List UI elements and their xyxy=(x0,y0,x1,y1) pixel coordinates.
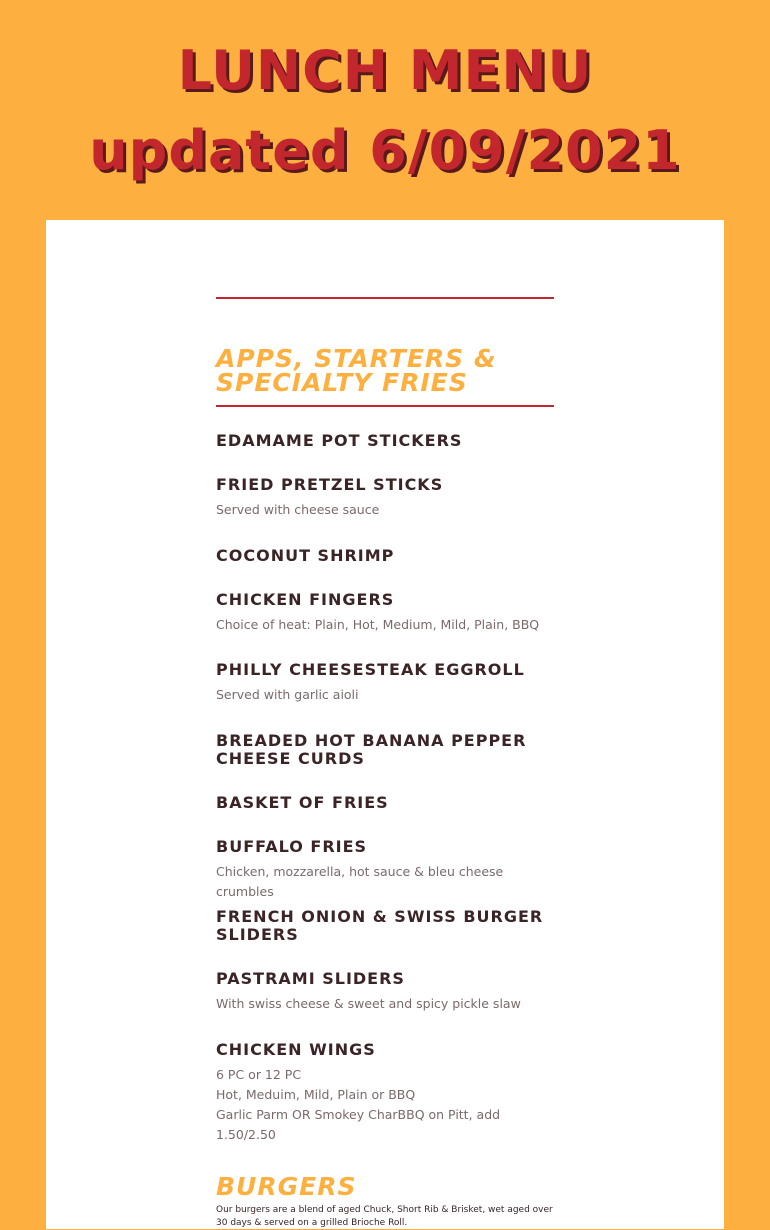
section-divider xyxy=(216,405,554,407)
item-name: BUFFALO FRIES xyxy=(216,837,368,856)
item-description: Served with cheese sauce xyxy=(216,502,380,517)
menu-item xyxy=(216,908,554,944)
item-name: BREADED HOT BANANA PEPPER CHEESE CURDS xyxy=(216,731,527,768)
item-name: BASKET OF FRIES xyxy=(216,793,389,812)
menu-card xyxy=(46,220,724,1229)
item-name: COCONUT SHRIMP xyxy=(216,546,395,565)
item-description: With swiss cheese & sweet and spicy pickle slaw xyxy=(216,996,521,1011)
menu-item xyxy=(216,661,554,705)
menu-item xyxy=(216,1041,554,1145)
item-name: CHICKEN WINGS xyxy=(216,1040,376,1059)
item-name: PHILLY CHEESESTEAK EGGROLL xyxy=(216,660,525,679)
item-description: Hot, Meduim, Mild, Plain or BBQ xyxy=(216,1087,416,1102)
item-description: Garlic Parm OR Smokey CharBBQ on Pitt, add 1.50/2.50 xyxy=(216,1107,501,1142)
item-name: FRIED PRETZEL STICKS xyxy=(216,475,444,494)
item-description: 6 PC or 12 PC xyxy=(216,1067,302,1082)
menu-item xyxy=(216,794,554,812)
section-title-apps: APPS, STARTERS & SPECIALTY FRIES xyxy=(216,344,497,397)
menu-item xyxy=(216,591,554,635)
item-description: Served with garlic aioli xyxy=(216,687,359,702)
menu-item xyxy=(216,476,554,520)
menu-item xyxy=(216,547,554,565)
menu-item xyxy=(216,432,554,450)
menu-title: LUNCH MENU xyxy=(177,39,593,102)
item-description: Chicken, mozzarella, hot sauce & bleu cheese crumbles xyxy=(216,864,504,899)
menu-item xyxy=(216,838,554,902)
burgers-note: Our burgers are a blend of aged Chuck, Short Rib & Brisket, wet aged over 30 days & served on a grilled Brioche Roll. xyxy=(216,1205,553,1228)
top-divider xyxy=(216,297,554,299)
item-name: PASTRAMI SLIDERS xyxy=(216,969,405,988)
item-name: EDAMAME POT STICKERS xyxy=(216,431,463,450)
item-description: Choice of heat: Plain, Hot, Medium, Mild, Plain, BBQ xyxy=(216,617,540,632)
menu-item xyxy=(216,732,554,768)
item-name: FRENCH ONION & SWISS BURGER SLIDERS xyxy=(216,907,544,944)
page-header xyxy=(0,0,770,220)
menu-item xyxy=(216,970,554,1014)
section-title-burgers: BURGERS xyxy=(216,1172,357,1201)
menu-updated-date: updated 6/09/2021 xyxy=(89,119,681,182)
item-name: CHICKEN FINGERS xyxy=(216,590,395,609)
